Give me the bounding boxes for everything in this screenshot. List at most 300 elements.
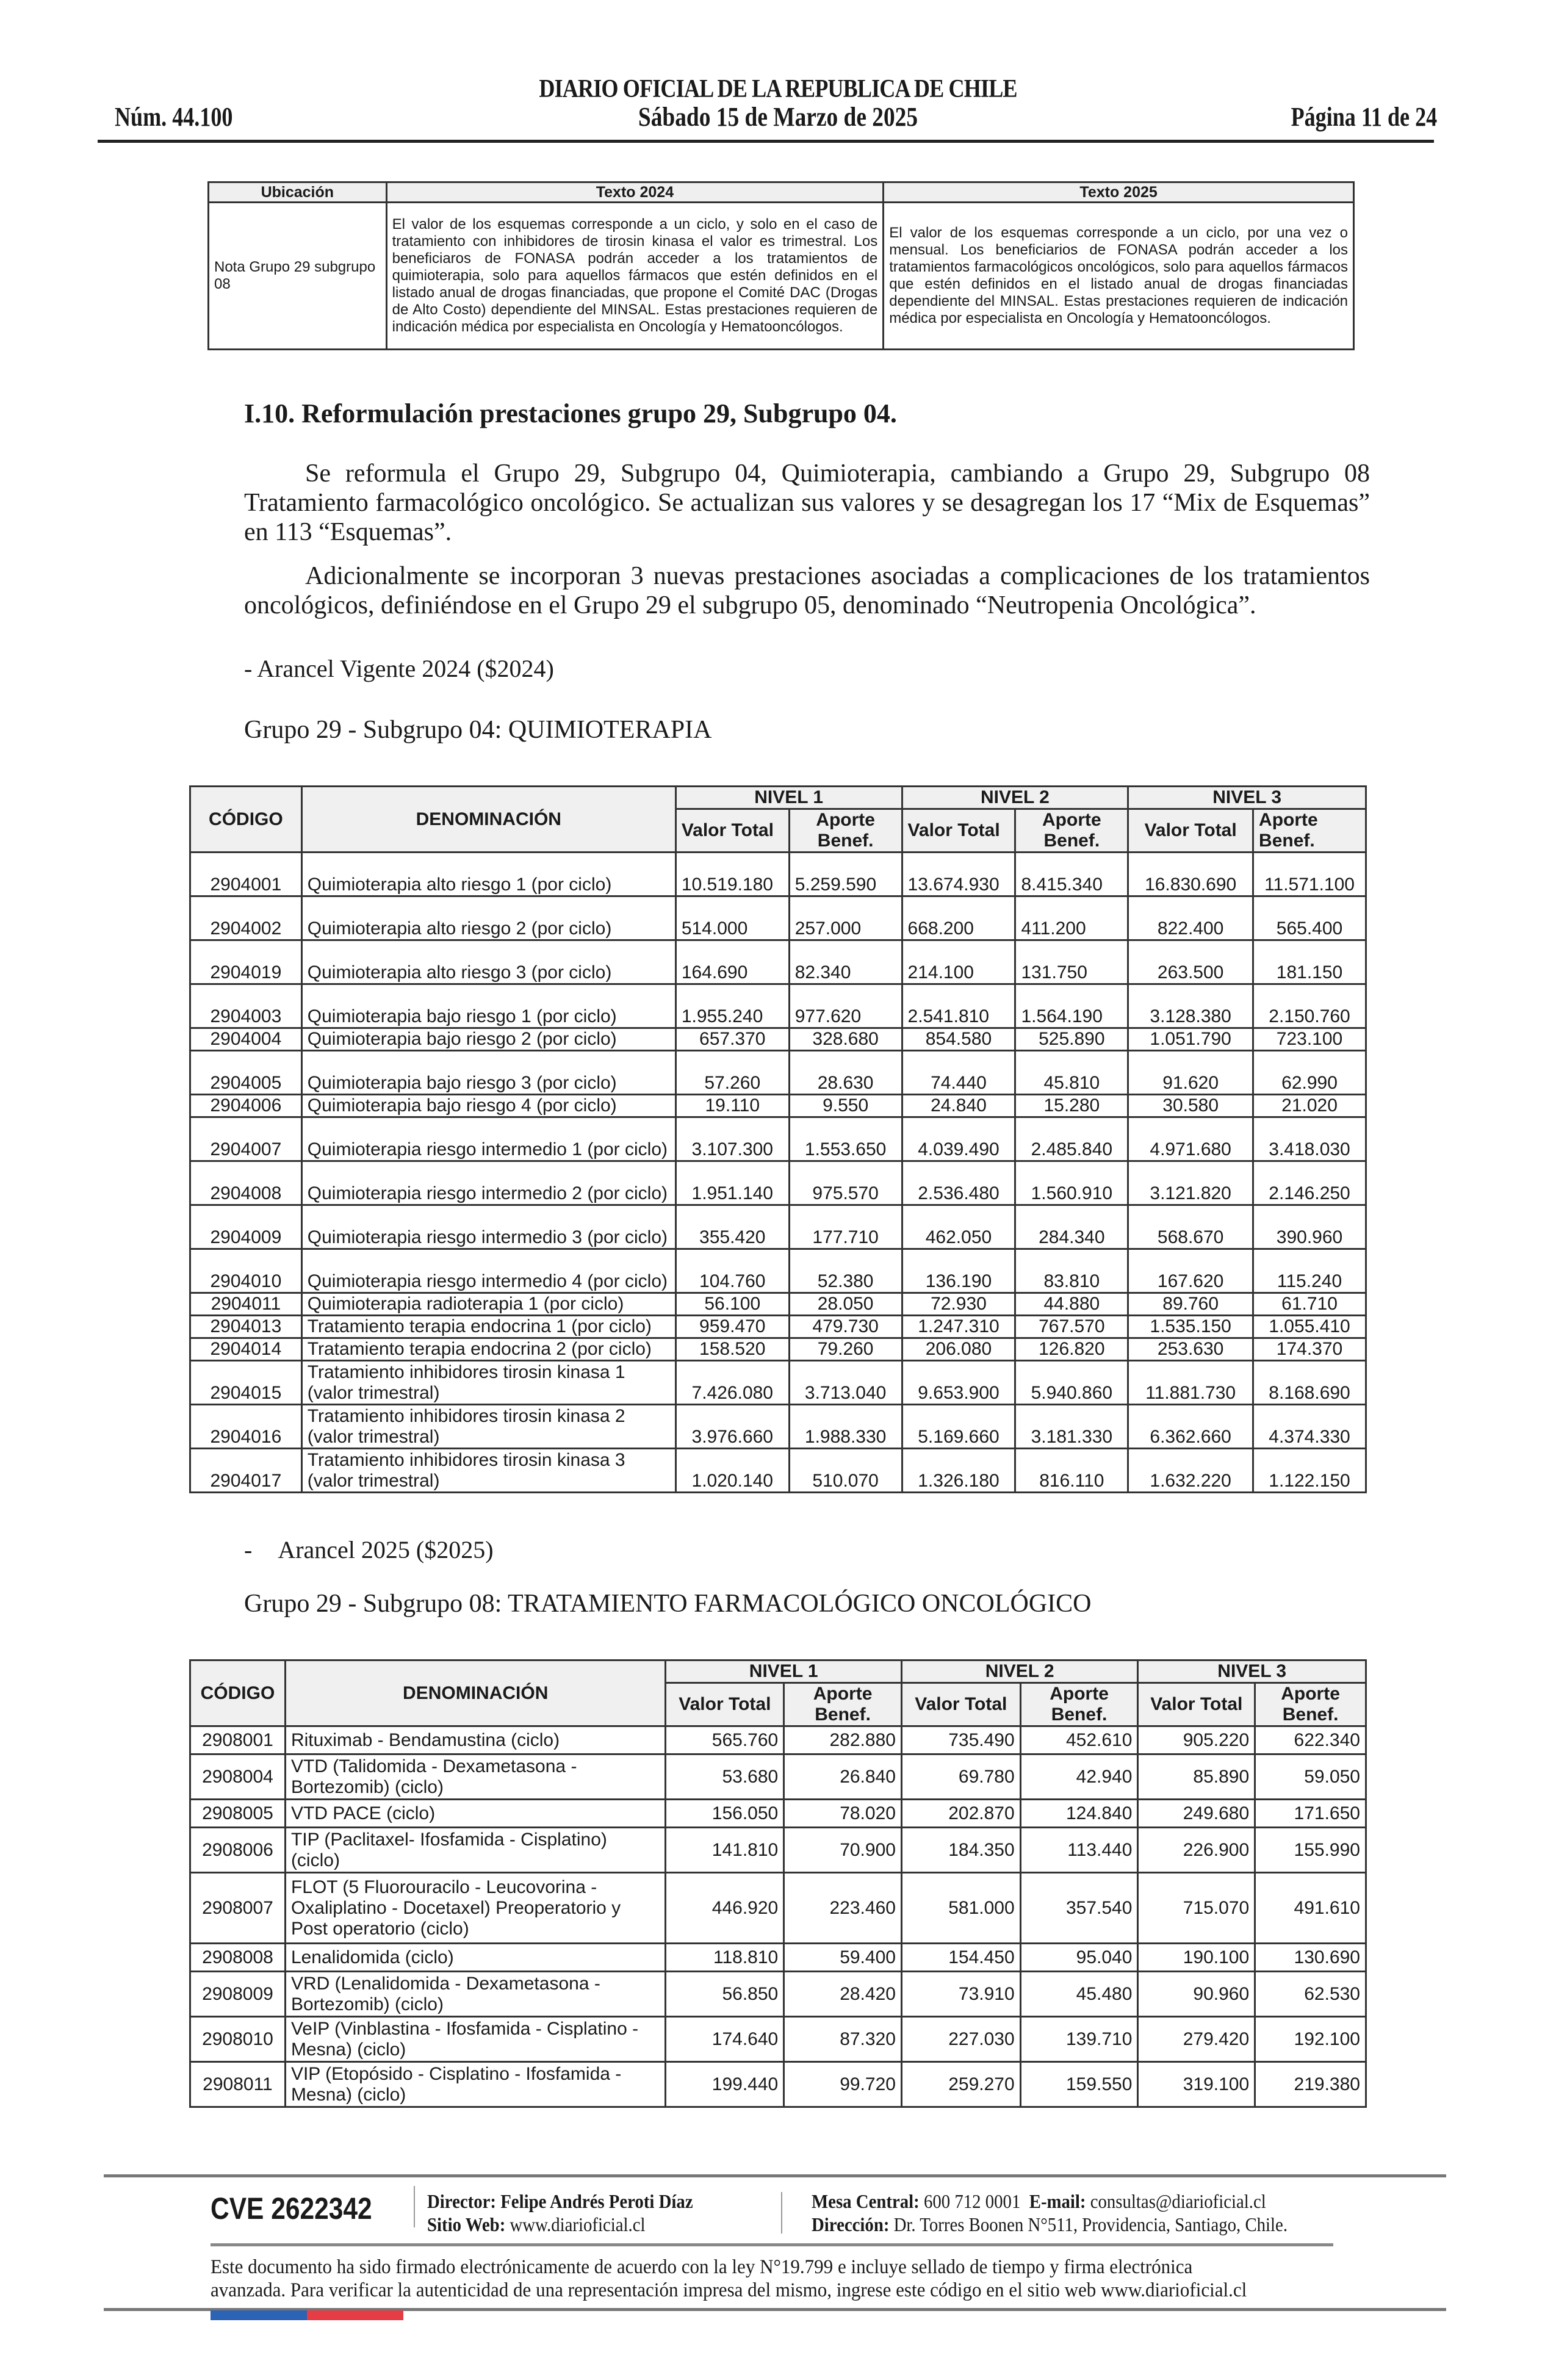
valor-total-cell: 167.620	[1128, 1249, 1253, 1293]
valor-total-cell: 1.632.220	[1128, 1449, 1253, 1493]
valor-total-cell: 118.810	[666, 1944, 784, 1972]
section-heading: I.10. Reformulación prestaciones grupo 29, Subgrupo 04.	[244, 398, 897, 428]
aporte-benef-cell: 9.550	[789, 1095, 902, 1117]
valor-total-cell: 72.930	[902, 1293, 1015, 1316]
denominacion-cell: VRD (Lenalidomida - Dexametasona - Bortezomib) (ciclo)	[285, 1972, 666, 2017]
phone-label: Mesa Central:	[812, 2190, 920, 2212]
aporte-benef-cell: 390.960	[1253, 1205, 1366, 1249]
code-cell: 2908005	[190, 1800, 286, 1828]
valor-total-cell: 214.100	[902, 940, 1015, 984]
denominacion-cell: Quimioterapia radioterapia 1 (por ciclo)	[301, 1293, 675, 1316]
table-row	[190, 1449, 1366, 1493]
valor-total-cell: 2.536.480	[902, 1161, 1015, 1205]
web-link[interactable]: www.diarioficial.cl	[510, 2213, 646, 2235]
code-cell: 2908004	[190, 1754, 286, 1800]
table-row	[190, 2017, 1366, 2062]
table-row	[190, 1405, 1366, 1449]
aporte-benef-cell: 87.320	[784, 2017, 902, 2062]
valor-total-cell: 3.128.380	[1128, 984, 1253, 1028]
legal-notice: Este documento ha sido firmado electrónicamente de acuerdo con la ley N°19.799 e incluye sellado de tiempo y firma electrónica avanzada. Para verificar la autenticidad de una representación impresa del mismo, ingrese este código en el sitio web www.diarioficial.cl	[211, 2256, 1247, 2301]
valor-total-cell: 735.490	[901, 1726, 1020, 1754]
denominacion-cell: VTD (Talidomida - Dexametasona - Bortezomib) (ciclo)	[285, 1754, 666, 1800]
texto-2024-cell: El valor de los esquemas corresponde a un ciclo, y solo en el caso de tratamiento con inhibidores de tirosin kinasa el valor es trimestral. Los beneficiaros de FONASA podrán acceder a los tratamientos de quimioterapia, solo para aquellos fármacos que estén definidos en el listado anual de drogas financiadas, que propone el Comité DAC (Drogas de Alto Costo) dependiente del MINSAL. Estas prestaciones requieren de indicación médica por especialista en Oncología y Hematooncólogos.	[386, 203, 884, 350]
aporte-benef-cell: 62.530	[1255, 1972, 1366, 2017]
header-rule	[98, 140, 1434, 143]
col-codigo: CÓDIGO	[190, 787, 302, 853]
valor-total-cell: 199.440	[666, 2062, 784, 2107]
valor-total-cell: 319.100	[1138, 2062, 1255, 2107]
denominacion-cell: Tratamiento inhibidores tirosin kinasa 3 (valor trimestral)	[301, 1449, 675, 1493]
aporte-benef-cell: 3.181.330	[1015, 1405, 1128, 1449]
aporte-benef-cell: 52.380	[789, 1249, 902, 1293]
aporte-benef-cell: 284.340	[1015, 1205, 1128, 1249]
aporte-benef-cell: 5.940.860	[1015, 1361, 1128, 1405]
aporte-benef-cell: 113.440	[1020, 1828, 1138, 1873]
aporte-benef-cell: 115.240	[1253, 1249, 1366, 1293]
aporte-benef-cell: 3.713.040	[789, 1361, 902, 1405]
valor-total-cell: 53.680	[666, 1754, 784, 1800]
col-aporte-benef: Aporte Benef.	[1015, 809, 1128, 853]
footer-director-block	[427, 2190, 693, 2236]
col-denominacion: DENOMINACIÓN	[301, 787, 675, 853]
aporte-benef-cell: 42.940	[1020, 1754, 1138, 1800]
valor-total-cell: 10.519.180	[675, 853, 789, 896]
aporte-benef-cell: 155.990	[1255, 1828, 1366, 1873]
notes-table	[207, 181, 1355, 350]
address-label: Dirección:	[812, 2213, 890, 2235]
valor-total-cell: 568.670	[1128, 1205, 1253, 1249]
valor-total-cell: 565.760	[666, 1726, 784, 1754]
aporte-benef-cell: 45.810	[1015, 1051, 1128, 1095]
valor-total-cell: 514.000	[675, 896, 789, 940]
denominacion-cell: Quimioterapia alto riesgo 3 (por ciclo)	[301, 940, 675, 984]
valor-total-cell: 57.260	[675, 1051, 789, 1095]
aporte-benef-cell: 28.420	[784, 1972, 902, 2017]
denominacion-cell: Tratamiento inhibidores tirosin kinasa 1 (valor trimestral)	[301, 1361, 675, 1405]
code-cell: 2908006	[190, 1828, 286, 1873]
director-label: Director:	[427, 2190, 496, 2212]
tratamiento-farmacologico-2025-table	[189, 1659, 1367, 2108]
code-cell: 2904019	[190, 940, 302, 984]
email-link[interactable]: consultas@diarioficial.cl	[1090, 2190, 1266, 2212]
table-row	[190, 1095, 1366, 1117]
col-valor-total: Valor Total	[1138, 1683, 1255, 1726]
aporte-benef-cell: 174.370	[1253, 1338, 1366, 1361]
valor-total-cell: 156.050	[666, 1800, 784, 1828]
aporte-benef-cell: 1.988.330	[789, 1405, 902, 1449]
aporte-benef-cell: 622.340	[1255, 1726, 1366, 1754]
table-2025-title: Grupo 29 - Subgrupo 08: TRATAMIENTO FARMACOLÓGICO ONCOLÓGICO	[244, 1590, 1092, 1618]
valor-total-cell: 184.350	[901, 1828, 1020, 1873]
valor-total-cell: 3.107.300	[675, 1117, 789, 1161]
valor-total-cell: 715.070	[1138, 1873, 1255, 1944]
valor-total-cell: 959.470	[675, 1316, 789, 1338]
phone-value: 600 712 0001	[923, 2190, 1021, 2212]
footer-divider	[781, 2192, 782, 2234]
valor-total-cell: 104.760	[675, 1249, 789, 1293]
aporte-benef-cell: 1.553.650	[789, 1117, 902, 1161]
code-cell: 2904009	[190, 1205, 302, 1249]
aporte-benef-cell: 977.620	[789, 984, 902, 1028]
aporte-benef-cell: 15.280	[1015, 1095, 1128, 1117]
denominacion-cell: Tratamiento inhibidores tirosin kinasa 2 (valor trimestral)	[301, 1405, 675, 1449]
valor-total-cell: 141.810	[666, 1828, 784, 1873]
aporte-benef-cell: 95.040	[1020, 1944, 1138, 1972]
footer-rule-top	[104, 2174, 1446, 2177]
aporte-benef-cell: 8.168.690	[1253, 1361, 1366, 1405]
valor-total-cell: 6.362.660	[1128, 1405, 1253, 1449]
aporte-benef-cell: 59.050	[1255, 1754, 1366, 1800]
valor-total-cell: 56.100	[675, 1293, 789, 1316]
aporte-benef-cell: 82.340	[789, 940, 902, 984]
paragraph-2-text: Adicionalmente se incorporan 3 nuevas prestaciones asociadas a complicaciones de los tratamientos oncológicos, definiéndose en el Grupo 29 el subgrupo 05, denominado “Neutropenia Oncológica”.	[244, 562, 1370, 619]
table-row	[190, 1754, 1366, 1800]
col-denominacion: DENOMINACIÓN	[285, 1661, 666, 1726]
denominacion-cell: VTD PACE (ciclo)	[285, 1800, 666, 1828]
valor-total-cell: 279.420	[1138, 2017, 1255, 2062]
arancel-2025-text: Arancel 2025 ($2025)	[278, 1536, 494, 1563]
col-ubicacion: Ubicación	[209, 182, 387, 203]
col-nivel-1: NIVEL 1	[666, 1661, 901, 1683]
table-row	[190, 1051, 1366, 1095]
valor-total-cell: 1.326.180	[902, 1449, 1015, 1493]
denominacion-cell: Quimioterapia riesgo intermedio 1 (por ciclo)	[301, 1117, 675, 1161]
valor-total-cell: 253.630	[1128, 1338, 1253, 1361]
denominacion-cell: Quimioterapia alto riesgo 1 (por ciclo)	[301, 853, 675, 896]
arancel-2024-label: - Arancel Vigente 2024 ($2024)	[244, 655, 554, 682]
aporte-benef-cell: 124.840	[1020, 1800, 1138, 1828]
valor-total-cell: 226.900	[1138, 1828, 1255, 1873]
valor-total-cell: 4.971.680	[1128, 1117, 1253, 1161]
denominacion-cell: Quimioterapia alto riesgo 2 (por ciclo)	[301, 896, 675, 940]
denominacion-cell: Quimioterapia riesgo intermedio 3 (por ciclo)	[301, 1205, 675, 1249]
valor-total-cell: 85.890	[1138, 1754, 1255, 1800]
aporte-benef-cell: 99.720	[784, 2062, 902, 2107]
valor-total-cell: 7.426.080	[675, 1361, 789, 1405]
aporte-benef-cell: 816.110	[1015, 1449, 1128, 1493]
table-row	[190, 984, 1366, 1028]
aporte-benef-cell: 282.880	[784, 1726, 902, 1754]
cve-code: CVE 2622342	[211, 2191, 372, 2226]
valor-total-cell: 56.850	[666, 1972, 784, 2017]
table-row	[190, 1161, 1366, 1205]
valor-total-cell: 3.976.660	[675, 1405, 789, 1449]
col-valor-total: Valor Total	[902, 809, 1015, 853]
code-cell: 2908001	[190, 1726, 286, 1754]
aporte-benef-cell: 565.400	[1253, 896, 1366, 940]
paragraph-1	[244, 459, 1370, 547]
aporte-benef-cell: 723.100	[1253, 1028, 1366, 1051]
valor-total-cell: 91.620	[1128, 1051, 1253, 1095]
valor-total-cell: 19.110	[675, 1095, 789, 1117]
denominacion-cell: Quimioterapia bajo riesgo 1 (por ciclo)	[301, 984, 675, 1028]
valor-total-cell: 206.080	[902, 1338, 1015, 1361]
valor-total-cell: 16.830.690	[1128, 853, 1253, 896]
denominacion-cell: Tratamiento terapia endocrina 2 (por ciclo)	[301, 1338, 675, 1361]
valor-total-cell: 259.270	[901, 2062, 1020, 2107]
flag-stripe-blue	[211, 2310, 307, 2320]
address-value: Dr. Torres Boonen N°511, Providencia, Santiago, Chile.	[893, 2213, 1288, 2235]
table-row	[190, 1972, 1366, 2017]
aporte-benef-cell: 83.810	[1015, 1249, 1128, 1293]
code-cell: 2908011	[190, 2062, 286, 2107]
table-2024-title: Grupo 29 - Subgrupo 04: QUIMIOTERAPIA	[244, 716, 712, 744]
valor-total-cell: 1.020.140	[675, 1449, 789, 1493]
page-number: Página 11 de 24	[1291, 102, 1437, 132]
table-row	[190, 1117, 1366, 1161]
footer-contact-block	[812, 2190, 1288, 2236]
col-valor-total: Valor Total	[1128, 809, 1253, 853]
footer-rule-middle	[211, 2243, 1333, 2246]
aporte-benef-cell: 357.540	[1020, 1873, 1138, 1944]
table-row	[190, 1028, 1366, 1051]
texto-2025-cell: El valor de los esquemas corresponde a un ciclo, por una vez o mensual. Los beneficiarios de FONASA podrán acceder a los tratamientos farmacológicos oncológicos, solo para aquellos fármacos que estén definidos en el listado anual de drogas financiadas dependiente del MINSAL. Estas prestaciones requieren de indicación médica por especialista en Oncología y Hematooncólogos.	[884, 203, 1354, 350]
col-texto-2024: Texto 2024	[386, 182, 884, 203]
table-row	[190, 1800, 1366, 1828]
valor-total-cell: 1.247.310	[902, 1316, 1015, 1338]
masthead: DIARIO OFICIAL DE LA REPUBLICA DE CHILE	[539, 75, 1017, 103]
table-row	[190, 1293, 1366, 1316]
aporte-benef-cell: 219.380	[1255, 2062, 1366, 2107]
code-cell: 2904017	[190, 1449, 302, 1493]
valor-total-cell: 657.370	[675, 1028, 789, 1051]
aporte-benef-cell: 21.020	[1253, 1095, 1366, 1117]
aporte-benef-cell: 223.460	[784, 1873, 902, 1944]
valor-total-cell: 446.920	[666, 1873, 784, 1944]
table-row	[190, 1249, 1366, 1293]
code-cell: 2908009	[190, 1972, 286, 2017]
table-row	[190, 1316, 1366, 1338]
aporte-benef-cell: 45.480	[1020, 1972, 1138, 2017]
aporte-benef-cell: 159.550	[1020, 2062, 1138, 2107]
aporte-benef-cell: 1.564.190	[1015, 984, 1128, 1028]
valor-total-cell: 905.220	[1138, 1726, 1255, 1754]
code-cell: 2904007	[190, 1117, 302, 1161]
denominacion-cell: Quimioterapia bajo riesgo 3 (por ciclo)	[301, 1051, 675, 1095]
valor-total-cell: 89.760	[1128, 1293, 1253, 1316]
arancel-2025-label	[244, 1535, 494, 1564]
table-row	[190, 1361, 1366, 1405]
valor-total-cell: 136.190	[902, 1249, 1015, 1293]
aporte-benef-cell: 44.880	[1015, 1293, 1128, 1316]
denominacion-cell: Rituximab - Bendamustina (ciclo)	[285, 1726, 666, 1754]
code-cell: 2904015	[190, 1361, 302, 1405]
aporte-benef-cell: 4.374.330	[1253, 1405, 1366, 1449]
valor-total-cell: 1.535.150	[1128, 1316, 1253, 1338]
valor-total-cell: 263.500	[1128, 940, 1253, 984]
code-cell: 2908010	[190, 2017, 286, 2062]
aporte-benef-cell: 2.150.760	[1253, 984, 1366, 1028]
paragraph-2	[244, 561, 1370, 620]
aporte-benef-cell: 28.630	[789, 1051, 902, 1095]
valor-total-cell: 5.169.660	[902, 1405, 1015, 1449]
col-texto-2025: Texto 2025	[884, 182, 1354, 203]
code-cell: 2904003	[190, 984, 302, 1028]
valor-total-cell: 74.440	[902, 1051, 1015, 1095]
col-aporte-benef: Aporte Benef.	[1253, 809, 1366, 853]
code-cell: 2904002	[190, 896, 302, 940]
aporte-benef-cell: 192.100	[1255, 2017, 1366, 2062]
col-codigo: CÓDIGO	[190, 1661, 286, 1726]
arancel-2025-dash: -	[244, 1536, 253, 1563]
aporte-benef-cell: 26.840	[784, 1754, 902, 1800]
aporte-benef-cell: 767.570	[1015, 1316, 1128, 1338]
aporte-benef-cell: 3.418.030	[1253, 1117, 1366, 1161]
denominacion-cell: VeIP (Vinblastina - Ifosfamida - Cisplatino - Mesna) (ciclo)	[285, 2017, 666, 2062]
valor-total-cell: 202.870	[901, 1800, 1020, 1828]
valor-total-cell: 4.039.490	[902, 1117, 1015, 1161]
code-cell: 2904004	[190, 1028, 302, 1051]
aporte-benef-cell: 70.900	[784, 1828, 902, 1873]
code-cell: 2904005	[190, 1051, 302, 1095]
aporte-benef-cell: 257.000	[789, 896, 902, 940]
code-cell: 2904011	[190, 1293, 302, 1316]
denominacion-cell: Quimioterapia riesgo intermedio 2 (por ciclo)	[301, 1161, 675, 1205]
code-cell: 2904006	[190, 1095, 302, 1117]
denominacion-cell: TIP (Paclitaxel- Ifosfamida - Cisplatino) (ciclo)	[285, 1828, 666, 1873]
valor-total-cell: 1.051.790	[1128, 1028, 1253, 1051]
denominacion-cell: Tratamiento terapia endocrina 1 (por ciclo)	[301, 1316, 675, 1338]
valor-total-cell: 9.653.900	[902, 1361, 1015, 1405]
aporte-benef-cell: 130.690	[1255, 1944, 1366, 1972]
col-nivel-3: NIVEL 3	[1138, 1661, 1366, 1683]
issue-number: Núm. 44.100	[115, 102, 233, 132]
valor-total-cell: 822.400	[1128, 896, 1253, 940]
denominacion-cell: VIP (Etopósido - Cisplatino - Ifosfamida - Mesna) (ciclo)	[285, 2062, 666, 2107]
aporte-benef-cell: 171.650	[1255, 1800, 1366, 1828]
code-cell: 2908008	[190, 1944, 286, 1972]
aporte-benef-cell: 177.710	[789, 1205, 902, 1249]
valor-total-cell: 24.840	[902, 1095, 1015, 1117]
flag-stripe-red	[307, 2310, 403, 2320]
col-nivel-2: NIVEL 2	[901, 1661, 1137, 1683]
code-cell: 2908007	[190, 1873, 286, 1944]
footer-divider	[414, 2186, 415, 2227]
col-valor-total: Valor Total	[901, 1683, 1020, 1726]
valor-total-cell: 90.960	[1138, 1972, 1255, 2017]
denominacion-cell: Quimioterapia riesgo intermedio 4 (por ciclo)	[301, 1249, 675, 1293]
aporte-benef-cell: 78.020	[784, 1800, 902, 1828]
code-cell: 2904001	[190, 853, 302, 896]
level-header-row	[190, 1661, 1366, 1683]
aporte-benef-cell: 411.200	[1015, 896, 1128, 940]
code-cell: 2904008	[190, 1161, 302, 1205]
valor-total-cell: 355.420	[675, 1205, 789, 1249]
valor-total-cell: 1.955.240	[675, 984, 789, 1028]
aporte-benef-cell: 328.680	[789, 1028, 902, 1051]
valor-total-cell: 249.680	[1138, 1800, 1255, 1828]
table-row	[190, 1726, 1366, 1754]
valor-total-cell: 668.200	[902, 896, 1015, 940]
aporte-benef-cell: 1.560.910	[1015, 1161, 1128, 1205]
aporte-benef-cell: 2.485.840	[1015, 1117, 1128, 1161]
valor-total-cell: 174.640	[666, 2017, 784, 2062]
col-aporte-benef: Aporte Benef.	[1020, 1683, 1138, 1726]
aporte-benef-cell: 452.610	[1020, 1726, 1138, 1754]
web-label: Sitio Web:	[427, 2213, 506, 2235]
valor-total-cell: 227.030	[901, 2017, 1020, 2062]
aporte-benef-cell: 181.150	[1253, 940, 1366, 984]
code-cell: 2904016	[190, 1405, 302, 1449]
denominacion-cell: Quimioterapia bajo riesgo 4 (por ciclo)	[301, 1095, 675, 1117]
notes-row	[209, 203, 1354, 350]
notes-header-row	[209, 182, 1354, 203]
aporte-benef-cell: 131.750	[1015, 940, 1128, 984]
col-aporte-benef: Aporte Benef.	[1255, 1683, 1366, 1726]
table-row	[190, 2062, 1366, 2107]
denominacion-cell: FLOT (5 Fluorouracilo - Leucovorina - Oxaliplatino - Docetaxel) Preoperatorio y Post operatorio (ciclo)	[285, 1873, 666, 1944]
valor-total-cell: 190.100	[1138, 1944, 1255, 1972]
table-row	[190, 896, 1366, 940]
aporte-benef-cell: 59.400	[784, 1944, 902, 1972]
aporte-benef-cell: 2.146.250	[1253, 1161, 1366, 1205]
code-cell: 2904010	[190, 1249, 302, 1293]
aporte-benef-cell: 479.730	[789, 1316, 902, 1338]
valor-total-cell: 158.520	[675, 1338, 789, 1361]
valor-total-cell: 462.050	[902, 1205, 1015, 1249]
code-cell: 2904013	[190, 1316, 302, 1338]
ubicacion-cell: Nota Grupo 29 subgrupo 08	[209, 203, 387, 350]
aporte-benef-cell: 28.050	[789, 1293, 902, 1316]
valor-total-cell: 154.450	[901, 1944, 1020, 1972]
valor-total-cell: 69.780	[901, 1754, 1020, 1800]
code-cell: 2904014	[190, 1338, 302, 1361]
table-row	[190, 940, 1366, 984]
aporte-benef-cell: 975.570	[789, 1161, 902, 1205]
aporte-benef-cell: 62.990	[1253, 1051, 1366, 1095]
quimioterapia-2024-table	[189, 785, 1367, 1493]
director-name: Felipe Andrés Peroti Díaz	[500, 2190, 693, 2212]
valor-total-cell: 164.690	[675, 940, 789, 984]
aporte-benef-cell: 525.890	[1015, 1028, 1128, 1051]
valor-total-cell: 581.000	[901, 1873, 1020, 1944]
table-row	[190, 1205, 1366, 1249]
aporte-benef-cell: 1.055.410	[1253, 1316, 1366, 1338]
col-aporte-benef: Aporte Benef.	[784, 1683, 902, 1726]
paragraph-1-text: Se reformula el Grupo 29, Subgrupo 04, Quimioterapia, cambiando a Grupo 29, Subgrupo 08 Tratamiento farmacológico oncológico. Se actualizan sus valores y se desagregan los 17 “Mix de Esquemas” en 113 “Esquemas”.	[244, 460, 1370, 546]
table-row	[190, 1828, 1366, 1873]
col-valor-total: Valor Total	[666, 1683, 784, 1726]
denominacion-cell: Lenalidomida (ciclo)	[285, 1944, 666, 1972]
col-nivel-1: NIVEL 1	[675, 787, 902, 809]
aporte-benef-cell: 510.070	[789, 1449, 902, 1493]
table-row	[190, 1944, 1366, 1972]
valor-total-cell: 1.951.140	[675, 1161, 789, 1205]
denominacion-cell: Quimioterapia bajo riesgo 2 (por ciclo)	[301, 1028, 675, 1051]
issue-date: Sábado 15 de Marzo de 2025	[638, 102, 918, 132]
aporte-benef-cell: 5.259.590	[789, 853, 902, 896]
aporte-benef-cell: 79.260	[789, 1338, 902, 1361]
valor-total-cell: 30.580	[1128, 1095, 1253, 1117]
aporte-benef-cell: 139.710	[1020, 2017, 1138, 2062]
aporte-benef-cell: 61.710	[1253, 1293, 1366, 1316]
valor-total-cell: 13.674.930	[902, 853, 1015, 896]
valor-total-cell: 854.580	[902, 1028, 1015, 1051]
table-row	[190, 1338, 1366, 1361]
aporte-benef-cell: 8.415.340	[1015, 853, 1128, 896]
col-nivel-3: NIVEL 3	[1128, 787, 1366, 809]
aporte-benef-cell: 126.820	[1015, 1338, 1128, 1361]
email-label: E-mail:	[1029, 2190, 1086, 2212]
valor-total-cell: 11.881.730	[1128, 1361, 1253, 1405]
aporte-benef-cell: 491.610	[1255, 1873, 1366, 1944]
aporte-benef-cell: 11.571.100	[1253, 853, 1366, 896]
col-aporte-benef: Aporte Benef.	[789, 809, 902, 853]
aporte-benef-cell: 1.122.150	[1253, 1449, 1366, 1493]
table-row	[190, 1873, 1366, 1944]
col-nivel-2: NIVEL 2	[902, 787, 1128, 809]
table-row	[190, 853, 1366, 896]
